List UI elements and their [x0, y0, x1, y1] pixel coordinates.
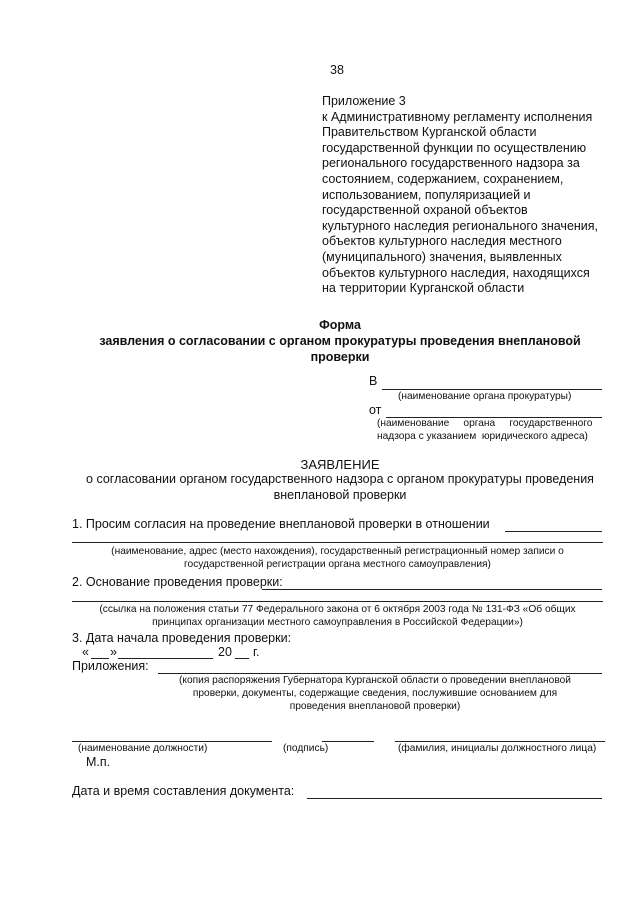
item3-label: 3. Дата начала проведения проверки:	[72, 631, 292, 645]
appendix-header	[322, 94, 612, 297]
appendix-line: государственной функции по осуществлению	[322, 140, 587, 155]
appendix-line: к Административному регламенту исполнения	[322, 109, 593, 124]
date-year-input[interactable]	[235, 646, 249, 659]
stamp-label: М.п.	[86, 755, 111, 769]
to-input-line[interactable]	[382, 376, 602, 390]
date-close-quote: »	[110, 645, 117, 659]
signature-hint: (подпись)	[283, 743, 329, 754]
date-open-quote: «	[82, 645, 89, 659]
date-year-prefix: 20	[218, 645, 232, 659]
appendix-line: на территории Курганской области	[322, 281, 525, 296]
item1-input-line-2[interactable]	[72, 532, 603, 543]
appendix-line: (муниципального) значения, выявленных	[322, 249, 562, 264]
datetime-input-line[interactable]	[307, 785, 602, 799]
position-input-line[interactable]	[72, 731, 272, 742]
appendix-line: Правительством Курганской области	[322, 125, 537, 140]
date-day-input[interactable]	[91, 646, 109, 659]
item2-input-line-2[interactable]	[72, 591, 603, 602]
item1-input-line[interactable]	[505, 518, 602, 532]
position-hint: (наименование должности)	[78, 743, 208, 754]
appendix-line: объектов культурного наследия, находящихся	[322, 265, 590, 280]
name-input-line[interactable]	[395, 731, 605, 742]
page-number: 38	[330, 63, 344, 77]
date-month-input[interactable]	[118, 646, 213, 659]
from-input-line[interactable]	[386, 404, 602, 418]
item2-hint-2: принципах организации местного самоуправления в Российской Федерации»)	[152, 617, 523, 628]
appendix-line: культурного наследия регионального значения,	[322, 218, 599, 233]
from-hint-1: (наименование органа государственного	[377, 418, 593, 429]
appendix-line: использованием, популяризацией и	[322, 187, 531, 202]
statement-subtitle: о согласовании органом государственного надзора с органом прокуратуры проведения внеплановой проверки	[86, 472, 594, 502]
to-hint: (наименование органа прокуратуры)	[398, 391, 572, 402]
appendix-line: объектов культурного наследия местного	[322, 234, 562, 249]
form-title: Форма	[319, 318, 361, 332]
attachments-hint-3: проведения внеплановой проверки)	[289, 701, 461, 712]
name-hint: (фамилия, инициалы должностного лица)	[398, 743, 597, 754]
from-label: от	[369, 403, 382, 417]
date-year-suffix: г.	[253, 645, 260, 659]
signature-input-line[interactable]	[322, 731, 374, 742]
to-label: В	[369, 374, 378, 388]
item1-hint-2: государственной регистрации органа местного самоуправления)	[184, 559, 491, 570]
appendix-line: государственной охраной объектов	[322, 203, 528, 218]
attachments-input-line[interactable]	[158, 660, 602, 674]
attachments-label: Приложения:	[72, 659, 149, 673]
appendix-line: регионального государственного надзора за	[322, 156, 580, 171]
appendix-line: Приложение 3	[322, 94, 406, 108]
item2-hint-1: (ссылка на положения статьи 77 Федерального закона от 6 октября 2003 года № 131-ФЗ «Об общих	[99, 604, 576, 615]
item1-label: 1. Просим согласия на проведение внеплановой проверки в отношении	[72, 517, 490, 531]
item2-label: 2. Основание проведения проверки:	[72, 575, 283, 589]
datetime-label: Дата и время составления документа:	[72, 784, 295, 798]
appendix-line: состоянием, содержанием, сохранением,	[322, 171, 564, 186]
attachments-hint-2: проверки, документы, содержащие сведения, послужившие основанием для	[192, 688, 558, 699]
form-subtitle: заявления о согласовании с органом прокуратуры проведения внеплановой проверки	[99, 334, 581, 364]
statement-title: ЗАЯВЛЕНИЕ	[300, 457, 380, 472]
attachments-hint-1: (копия распоряжения Губернатора Курганской области о проведении внеплановой	[178, 675, 571, 686]
item2-input-line[interactable]	[262, 576, 602, 590]
item1-hint-1: (наименование, адрес (место нахождения), государственный регистрационный номер записи о	[111, 546, 564, 557]
from-hint-2: надзора с указанием юридического адреса)	[377, 431, 588, 442]
